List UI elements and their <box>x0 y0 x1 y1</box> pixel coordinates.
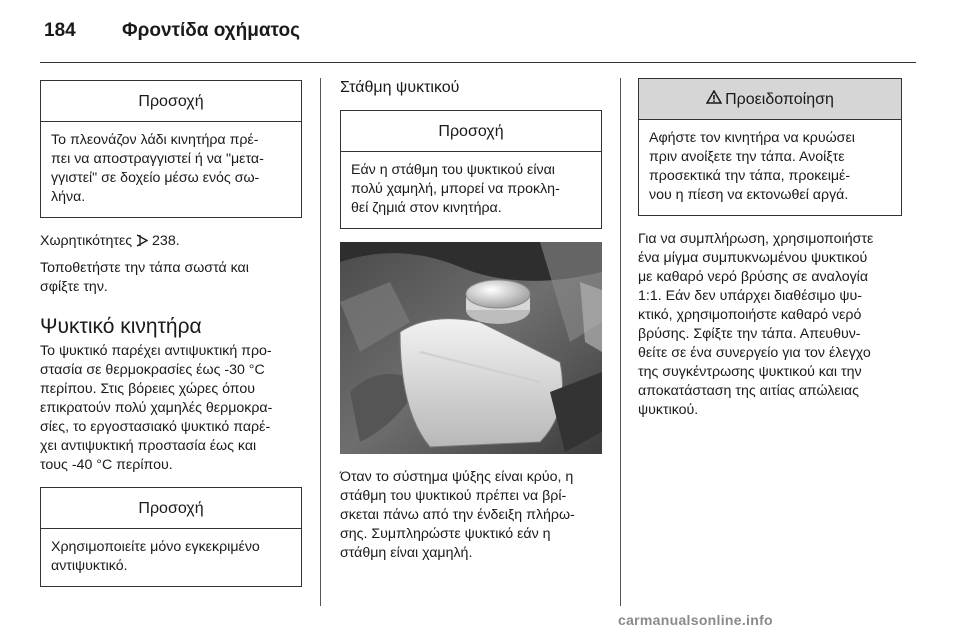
body-line: της συγκέντρωσης ψυκτικού και την <box>638 364 862 380</box>
page-number: 184 <box>44 20 76 41</box>
body-line: με καθαρό νερό βρύσης σε αναλογία <box>638 269 869 285</box>
notice-line: γγιστεί" σε δοχείο μέσω ενός σω- <box>51 170 260 186</box>
page-header <box>44 20 300 42</box>
warning-header <box>639 79 901 120</box>
capacities-label: Χωρητικότητες <box>40 233 133 249</box>
coolant-reservoir-photo <box>340 242 612 454</box>
body-line: χει αντιψυκτική προστασία έως και <box>40 438 257 454</box>
column-divider-1 <box>320 78 321 606</box>
notice-line: Το πλεονάζον λάδι κινητήρα πρέ- <box>51 132 259 148</box>
column-divider-2 <box>620 78 621 606</box>
warning-line: προσεκτικά την τάπα, προκειμέ- <box>649 168 851 184</box>
body-line: ψυκτικού. <box>638 402 699 418</box>
warning-line: νου η πίεση να εκτονωθεί αργά. <box>649 187 849 203</box>
column-1 <box>40 80 302 587</box>
body-line: αποκατάσταση της αιτίας απώλειας <box>638 383 859 399</box>
column-2 <box>340 78 602 563</box>
notice-heading: Προσοχή <box>341 111 601 152</box>
body-line: επικρατούν πολύ χαμηλές θερμοκρα- <box>40 400 273 416</box>
body-line: Το ψυκτικό παρέχει αντιψυκτική προ- <box>40 343 272 359</box>
warning-heading: Προειδοποίηση <box>725 90 834 108</box>
notice-line: αντιψυκτικό. <box>51 558 128 574</box>
body-line: βρύσης. Σφίξτε την τάπα. Απευθυν- <box>638 326 861 342</box>
notice-heading: Προσοχή <box>41 488 301 529</box>
notice-box-oil <box>40 80 302 218</box>
body-line: σης. Συμπληρώστε ψυκτικό εάν η <box>340 526 551 542</box>
notice-box-antifreeze <box>40 487 302 587</box>
coolant-level-text <box>340 468 602 563</box>
notice-line: πολύ χαμηλή, μπορεί να προκλη- <box>351 181 560 197</box>
notice-body <box>41 122 301 217</box>
body-line: ένα μίγμα συμπυκνωμένου ψυκτικού <box>638 250 868 266</box>
notice-line: πει να αποστραγγιστεί ή να "μετα- <box>51 151 264 167</box>
warning-body <box>639 120 901 215</box>
notice-heading: Προσοχή <box>41 81 301 122</box>
body-line: Όταν το σύστημα ψύξης είναι κρύο, η <box>340 469 574 485</box>
warning-line: Αφήστε τον κινητήρα να κρυώσει <box>649 130 855 146</box>
body-line: σφίξτε την. <box>40 279 108 295</box>
column-3 <box>638 78 902 420</box>
notice-box-level <box>340 110 602 229</box>
body-line: στασία σε θερμοκρασίες έως -30 °C <box>40 362 265 378</box>
warning-line: πριν ανοίξετε την τάπα. Ανοίξτε <box>649 149 845 165</box>
header-divider <box>40 62 916 63</box>
body-line: τους -40 °C περίπου. <box>40 457 173 473</box>
body-line: θείτε σε ένα συνεργείο για τον έλεγχο <box>638 345 871 361</box>
body-line: 1:1. Εάν δεν υπάρχει διαθέσιμο ψυ- <box>638 288 863 304</box>
page-title: Φροντίδα οχήματος <box>122 20 300 41</box>
notice-line: Εάν η στάθμη του ψυκτικού είναι <box>351 162 555 178</box>
body-line: περίπου. Στις βόρειες χώρες όπου <box>40 381 256 397</box>
body-line: σκεται πάνω από την ένδειξη πλήρω- <box>340 507 575 523</box>
notice-line: θεί ζημιά στον κινητήρα. <box>351 200 502 216</box>
section-heading-coolant: Ψυκτικό κινητήρα <box>40 315 202 338</box>
notice-body <box>41 529 301 586</box>
watermark: carmanualsonline.info <box>618 612 773 628</box>
warning-triangle-icon <box>706 90 722 109</box>
body-line: στάθμη του ψυκτικού πρέπει να βρί- <box>340 488 567 504</box>
cross-ref-icon <box>136 234 148 253</box>
top-up-text <box>638 230 902 420</box>
body-line: κτικό, χρησιμοποιήστε καθαρό νερό <box>638 307 862 323</box>
notice-body <box>341 152 601 228</box>
section-heading-coolant-level: Στάθμη ψυκτικού <box>340 79 460 96</box>
warning-box <box>638 78 902 216</box>
body-line: στάθμη είναι χαμηλή. <box>340 545 473 561</box>
body-line: Τοποθετήστε την τάπα σωστά και <box>40 260 249 276</box>
body-line: Για να συμπλήρωση, χρησιμοποιήστε <box>638 231 874 247</box>
coolant-text <box>40 342 302 475</box>
capacities-page-link[interactable]: 238. <box>152 233 180 249</box>
notice-line: λήνα. <box>51 189 86 205</box>
close-cap-text <box>40 259 302 297</box>
notice-line: Χρησιμοποιείτε μόνο εγκεκριμένο <box>51 539 260 555</box>
body-line: σίες, το εργοστασιακό ψυκτικό παρέ- <box>40 419 271 435</box>
capacities-reference <box>40 232 302 253</box>
